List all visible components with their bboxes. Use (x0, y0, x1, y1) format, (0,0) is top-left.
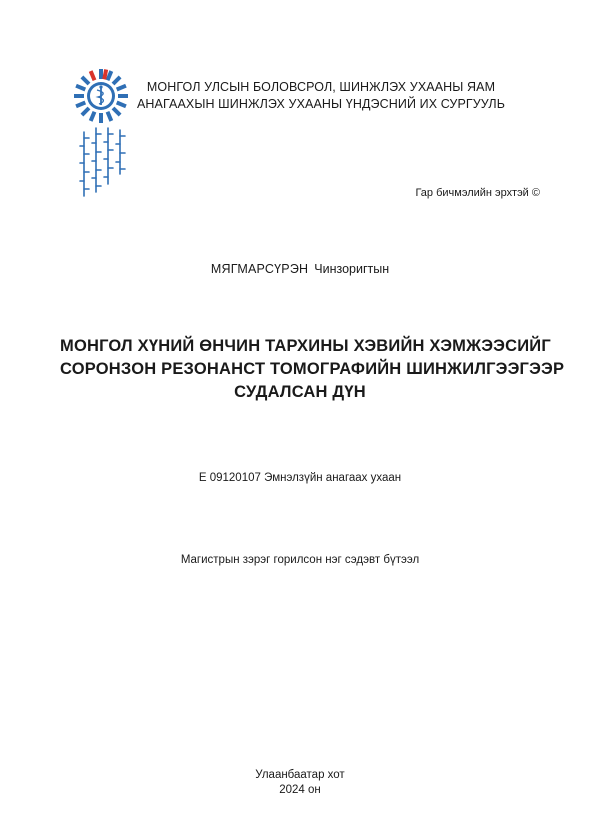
thesis-title (60, 335, 565, 404)
title-line-1: МОНГОЛ ХҮНИЙ ӨНЧИН ТАРХИНЫ ХЭВИЙН ХЭМЖЭЭСИЙГ (60, 337, 551, 355)
place-and-year (0, 768, 600, 798)
rights-notice: Гар бичмэлийн эрхтэй © (415, 187, 540, 199)
city: Улаанбаатар хот (255, 769, 345, 781)
degree-note: Магистрын зэрэг горилсон нэг сэдэвт бүтээл (180, 554, 420, 566)
university-emblem-icon (70, 68, 132, 204)
specialty-code: Е 09120107 Эмнэлзүйн анагаах ухаан (198, 472, 402, 484)
author-given-name: Чинзоригтын (314, 262, 390, 276)
author-name (0, 262, 600, 276)
title-line-3: СУДАЛСАН ДҮН (234, 383, 366, 401)
year: 2024 он (279, 784, 321, 796)
author-surname: МЯГМАРСҮРЭН (210, 262, 309, 276)
title-line-2: СОРОНЗОН РЕЗОНАНСТ ТОМОГРАФИЙН ШИНЖИЛГЭЭГЭЭР (60, 360, 565, 378)
institution-ministry: МОНГОЛ УЛСЫН БОЛОВСРОЛ, ШИНЖЛЭХ УХААНЫ ЯАМ (146, 80, 496, 94)
institution-university: АНАГААХЫН ШИНЖЛЭХ УХААНЫ ҮНДЭСНИЙ ИХ СУРГУУЛЬ (136, 97, 506, 111)
